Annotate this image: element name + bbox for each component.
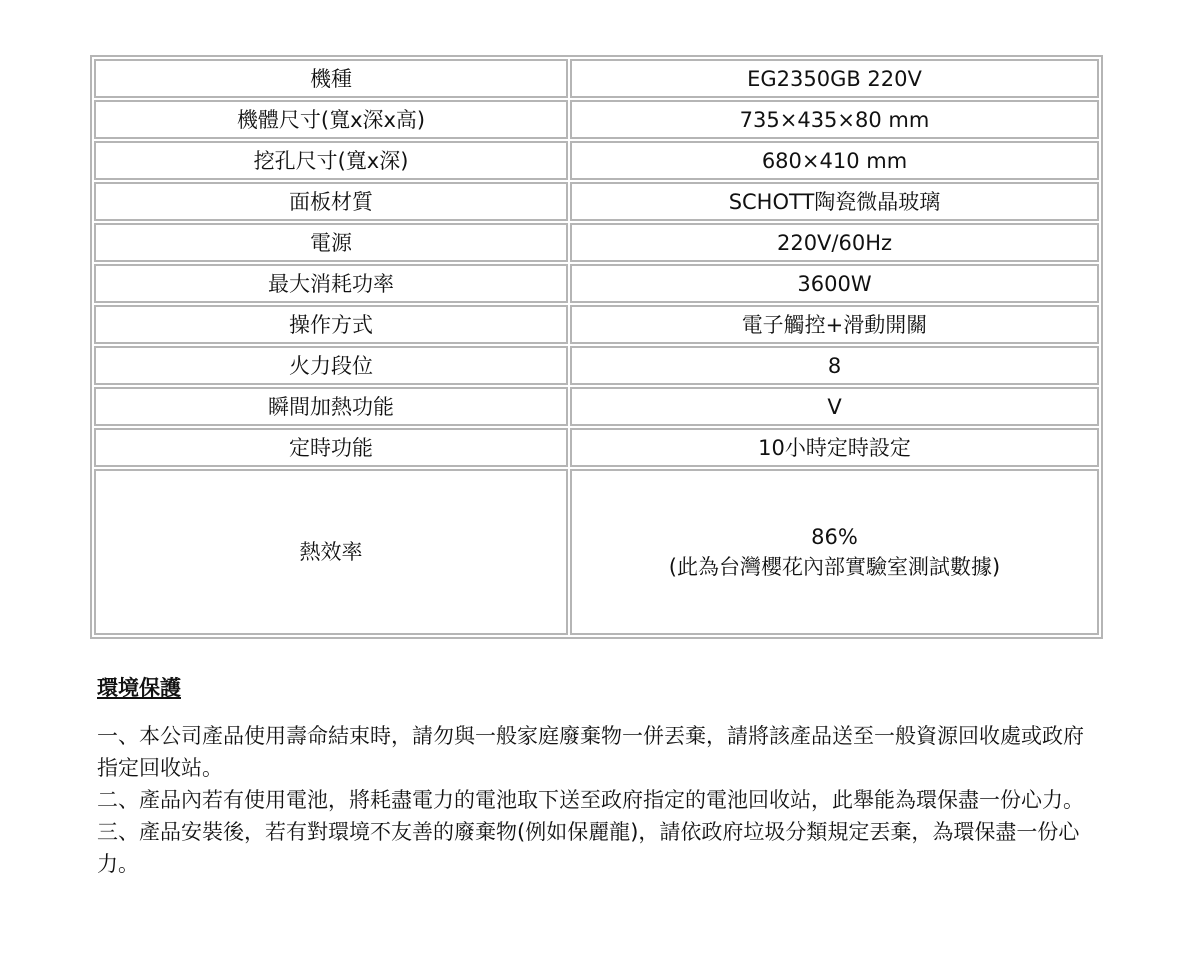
spec-row-efficiency [94, 469, 1099, 635]
spec-row-heat-levels [94, 346, 1099, 385]
spec-label: 機種 [94, 59, 568, 98]
spec-label: 電源 [94, 223, 568, 262]
environment-body [97, 720, 1097, 880]
spec-label: 操作方式 [94, 305, 568, 344]
environment-paragraph: 二、產品內若有使用電池，將耗盡電力的電池取下送至政府指定的電池回收站，此舉能為環保盡一份心力。 [97, 788, 1084, 812]
spec-row-panel-material [94, 182, 1099, 221]
spec-row-instant-heat [94, 387, 1099, 426]
spec-label: 火力段位 [94, 346, 568, 385]
spec-value: 8 [570, 346, 1099, 385]
spec-label: 熱效率 [94, 469, 568, 635]
spec-value: 220V/60Hz [570, 223, 1099, 262]
spec-label: 最大消耗功率 [94, 264, 568, 303]
spec-value: V [570, 387, 1099, 426]
spec-row-power-supply [94, 223, 1099, 262]
spec-value: EG2350GB 220V [570, 59, 1099, 98]
efficiency-note: (此為台灣櫻花內部實驗室測試數據) [668, 555, 1001, 579]
spec-value: 680×410 mm [570, 141, 1099, 180]
spec-label: 面板材質 [94, 182, 568, 221]
spec-value: SCHOTT陶瓷微晶玻璃 [570, 182, 1099, 221]
spec-row-cutout-size [94, 141, 1099, 180]
spec-value: 735×435×80 mm [570, 100, 1099, 139]
spec-row-model [94, 59, 1099, 98]
spec-label: 瞬間加熱功能 [94, 387, 568, 426]
spec-row-timer [94, 428, 1099, 467]
spec-row-operation [94, 305, 1099, 344]
spec-label: 定時功能 [94, 428, 568, 467]
spec-row-body-size [94, 100, 1099, 139]
spec-label: 挖孔尺寸(寬x深) [94, 141, 568, 180]
spec-table [90, 55, 1103, 639]
spec-row-max-power [94, 264, 1099, 303]
environment-title: 環境保護 [97, 676, 181, 700]
spec-label: 機體尺寸(寬x深x高) [94, 100, 568, 139]
environment-paragraph: 三、產品安裝後，若有對環境不友善的廢棄物(例如保麗龍)，請依政府垃圾分類規定丟棄，為環保盡一份心力。 [97, 820, 1080, 876]
spec-value: 電子觸控+滑動開關 [570, 305, 1099, 344]
environment-paragraph: 一、本公司產品使用壽命結束時，請勿與一般家庭廢棄物一併丟棄，請將該產品送至一般資源回收處或政府指定回收站。 [97, 724, 1084, 780]
spec-value [570, 469, 1099, 635]
spec-value: 3600W [570, 264, 1099, 303]
efficiency-value: 86% [811, 525, 858, 549]
spec-value: 10小時定時設定 [570, 428, 1099, 467]
